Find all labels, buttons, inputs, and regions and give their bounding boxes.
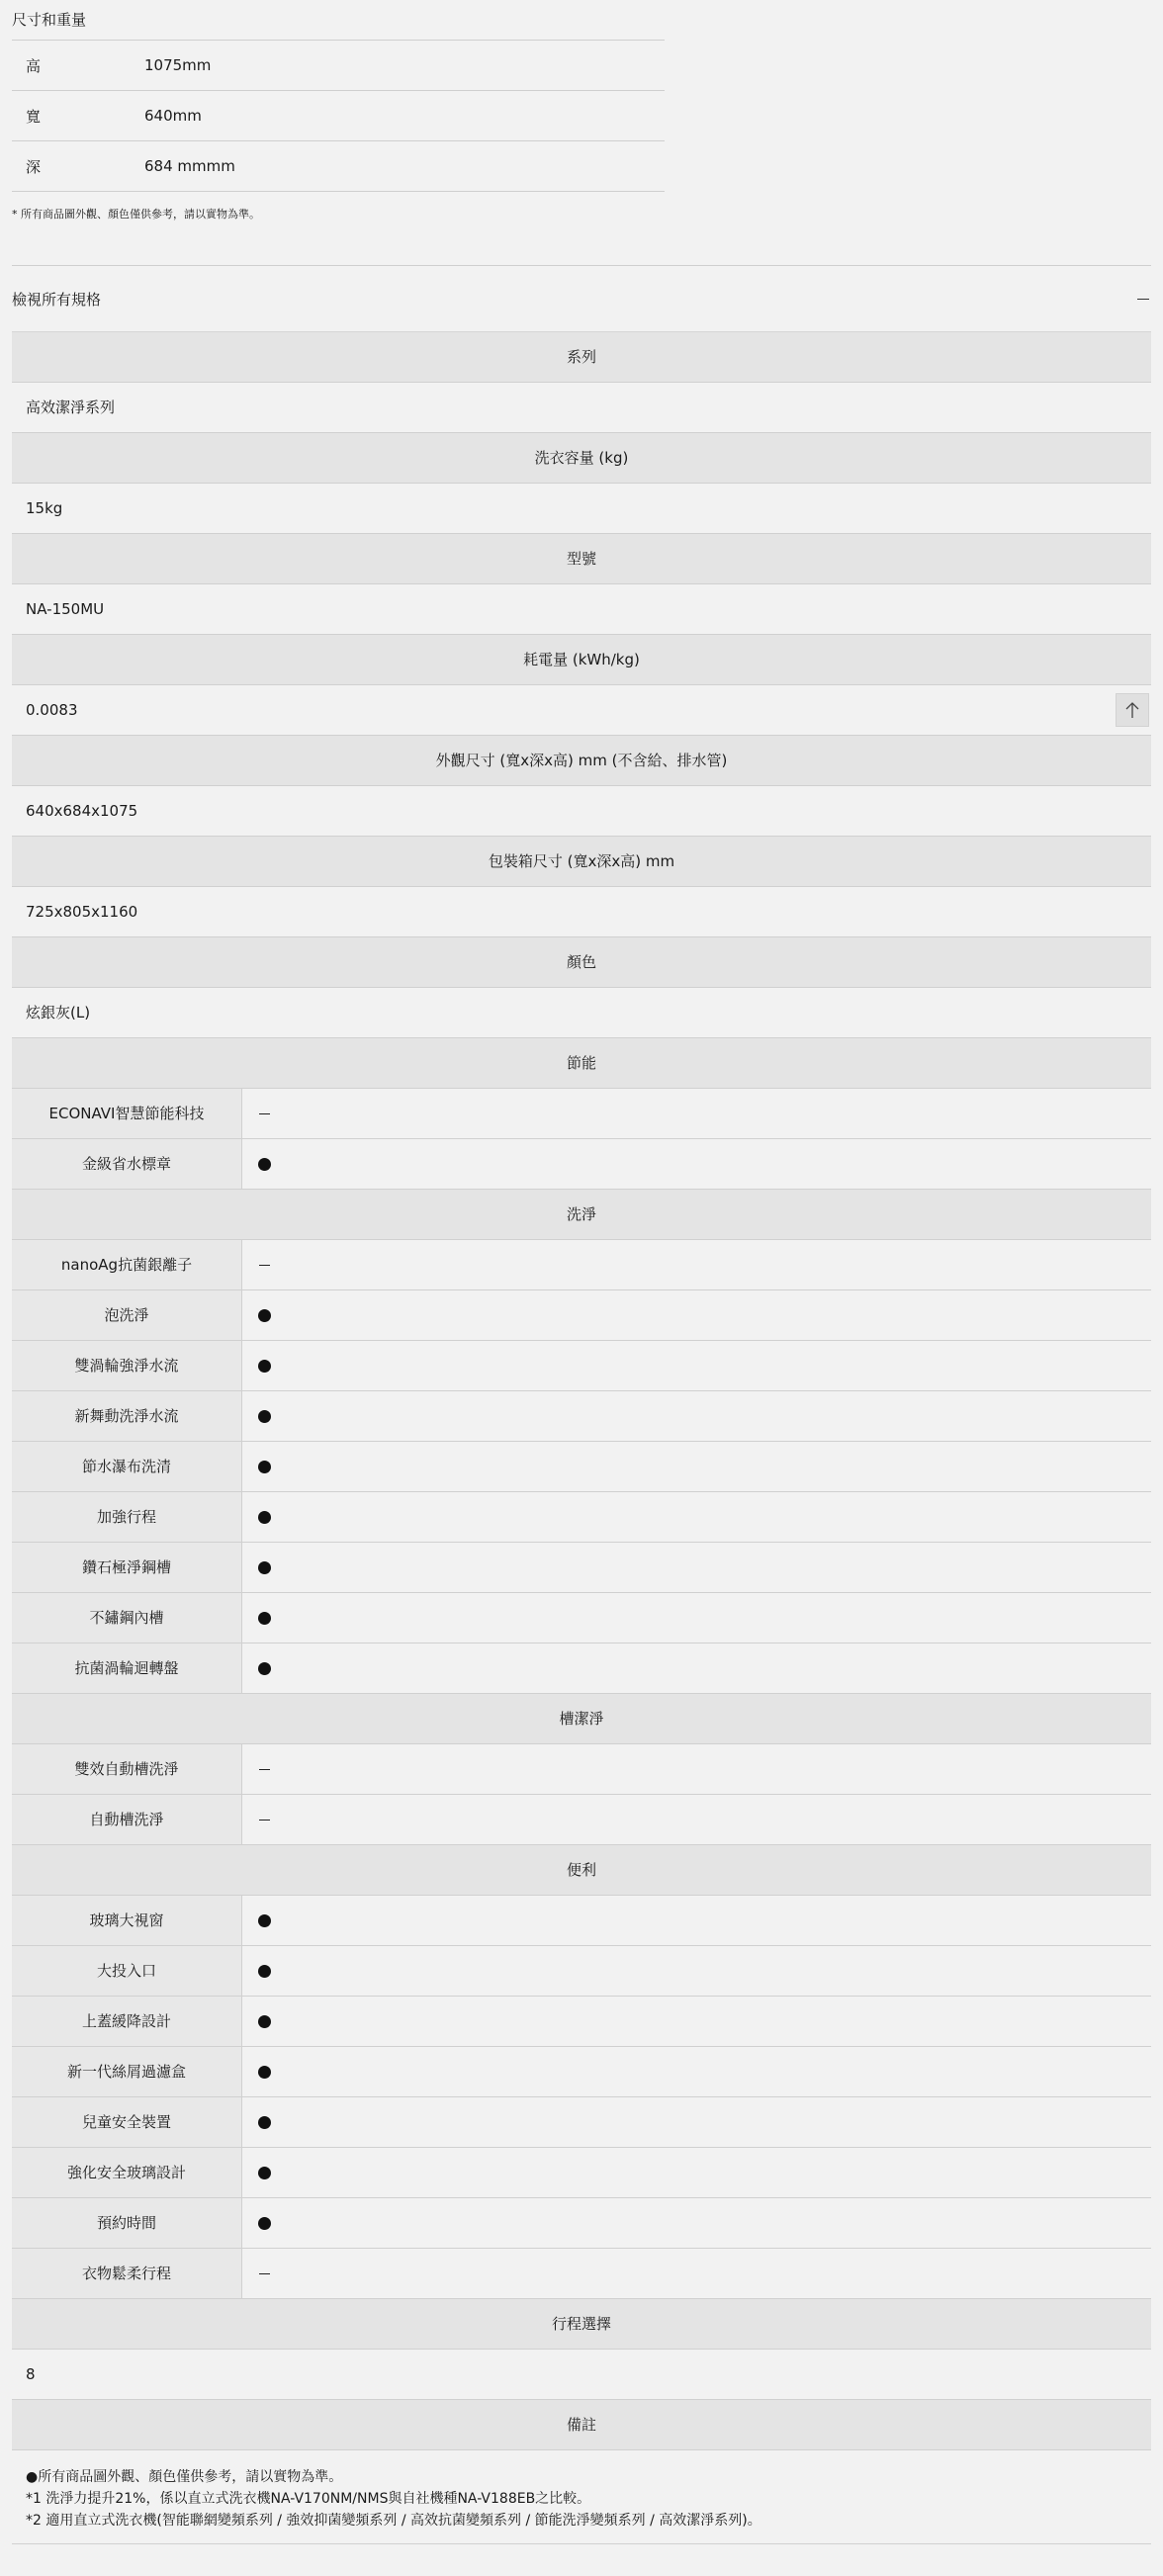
feature-row bbox=[12, 1492, 1151, 1543]
dimension-value: 684 mmmm bbox=[144, 157, 235, 175]
feature-label: 新一代絲屑過濾盒 bbox=[12, 2047, 242, 2096]
feature-label: 預約時間 bbox=[12, 2198, 242, 2248]
dimensions-note: * 所有商品圖外觀、顏色僅供參考，請以實物為準。 bbox=[12, 208, 260, 221]
feature-row bbox=[12, 2097, 1151, 2148]
filled-dot-icon bbox=[258, 2116, 271, 2129]
arrow-up-icon bbox=[1123, 701, 1141, 719]
dimension-label: 深 bbox=[26, 157, 42, 176]
feature-row bbox=[12, 2198, 1151, 2249]
feature-value bbox=[242, 2047, 1151, 2096]
feature-group-tub-clean bbox=[12, 1744, 1151, 1845]
spec-head-power: 耗電量 (kWh/kg) bbox=[12, 635, 1151, 685]
remarks-block bbox=[12, 2450, 1151, 2544]
feature-row bbox=[12, 1744, 1151, 1795]
spec-value-series: 高效潔淨系列 bbox=[12, 383, 1151, 433]
feature-group-energy bbox=[12, 1089, 1151, 1190]
feature-label: 大投入口 bbox=[12, 1946, 242, 1996]
feature-label: 雙效自動槽洗淨 bbox=[12, 1744, 242, 1794]
spec-head-energy: 節能 bbox=[12, 1038, 1151, 1089]
view-all-specs-label: 檢視所有規格 bbox=[12, 290, 102, 309]
feature-row bbox=[12, 1593, 1151, 1643]
feature-row bbox=[12, 1997, 1151, 2047]
feature-label: 新舞動洗淨水流 bbox=[12, 1391, 242, 1441]
spec-head-convenience: 便利 bbox=[12, 1845, 1151, 1896]
feature-label: 金級省水標章 bbox=[12, 1139, 242, 1189]
minus-icon[interactable] bbox=[1137, 299, 1149, 300]
feature-group-wash bbox=[12, 1240, 1151, 1694]
filled-dot-icon bbox=[258, 2217, 271, 2230]
dimension-value: 640mm bbox=[144, 107, 202, 125]
feature-value bbox=[242, 2198, 1151, 2248]
feature-row bbox=[12, 1946, 1151, 1997]
feature-value bbox=[242, 1997, 1151, 2046]
feature-label: 不鏽鋼內槽 bbox=[12, 1593, 242, 1643]
feature-value bbox=[242, 1290, 1151, 1340]
feature-value bbox=[242, 2148, 1151, 2197]
dimensions-row-width bbox=[12, 91, 665, 141]
dash-icon bbox=[259, 1820, 270, 1821]
feature-row bbox=[12, 1643, 1151, 1694]
dimension-label: 寬 bbox=[26, 107, 42, 126]
feature-value bbox=[242, 2097, 1151, 2147]
feature-label: 抗菌渦輪迴轉盤 bbox=[12, 1643, 242, 1693]
spec-head-color: 顏色 bbox=[12, 937, 1151, 988]
back-to-top-button[interactable] bbox=[1116, 693, 1149, 727]
dimension-value: 1075mm bbox=[144, 56, 212, 74]
spec-value-box-size: 725x805x1160 bbox=[12, 887, 1151, 937]
feature-value bbox=[242, 1341, 1151, 1390]
spec-value-power: 0.0083 bbox=[26, 701, 78, 719]
dash-icon bbox=[259, 2273, 270, 2274]
feature-value bbox=[242, 1391, 1151, 1441]
feature-row bbox=[12, 1795, 1151, 1845]
spec-head-programs: 行程選擇 bbox=[12, 2299, 1151, 2350]
dash-icon bbox=[259, 1769, 270, 1770]
feature-value bbox=[242, 1492, 1151, 1542]
feature-value bbox=[242, 1946, 1151, 1996]
feature-label: 節水瀑布洗清 bbox=[12, 1442, 242, 1491]
feature-value bbox=[242, 1543, 1151, 1592]
feature-row bbox=[12, 1089, 1151, 1139]
filled-dot-icon bbox=[258, 1965, 271, 1978]
feature-value bbox=[242, 1795, 1151, 1844]
feature-label: 兒童安全裝置 bbox=[12, 2097, 242, 2147]
dimensions-table bbox=[12, 40, 665, 192]
feature-value bbox=[242, 1593, 1151, 1643]
spec-value-power-row bbox=[12, 685, 1151, 736]
feature-value bbox=[242, 1139, 1151, 1189]
feature-row bbox=[12, 1391, 1151, 1442]
feature-value bbox=[242, 1089, 1151, 1138]
remark-line: *2 適用直立式洗衣機(智能聯網變頻系列 / 強效抑菌變頻系列 / 高效抗菌變頻系列 / 節能洗淨變頻系列 / 高效潔淨系列)。 bbox=[26, 2513, 761, 2529]
dimensions-title: 尺寸和重量 bbox=[12, 11, 87, 29]
feature-row bbox=[12, 1341, 1151, 1391]
feature-row bbox=[12, 2148, 1151, 2198]
filled-dot-icon bbox=[258, 2167, 271, 2179]
feature-value bbox=[242, 1442, 1151, 1491]
feature-label: 鑽石極淨鋼槽 bbox=[12, 1543, 242, 1592]
spec-value-outer-size: 640x684x1075 bbox=[12, 786, 1151, 837]
spec-head-wash: 洗淨 bbox=[12, 1190, 1151, 1240]
feature-row bbox=[12, 1139, 1151, 1190]
filled-dot-icon bbox=[258, 1158, 271, 1171]
filled-dot-icon bbox=[258, 1612, 271, 1625]
filled-dot-icon bbox=[258, 1360, 271, 1373]
view-all-specs-toggle[interactable] bbox=[12, 265, 1151, 331]
spec-value-model: NA-150MU bbox=[12, 584, 1151, 635]
feature-label: ECONAVI智慧節能科技 bbox=[12, 1089, 242, 1138]
dash-icon bbox=[259, 1265, 270, 1266]
spec-value-color: 炫銀灰(L) bbox=[12, 988, 1151, 1038]
filled-dot-icon bbox=[258, 1914, 271, 1927]
spec-head-outer-size: 外觀尺寸 (寬x深x高) mm (不含給、排水管) bbox=[12, 736, 1151, 786]
feature-label: nanoAg抗菌銀離子 bbox=[12, 1240, 242, 1289]
feature-label: 泡洗淨 bbox=[12, 1290, 242, 1340]
spec-head-series: 系列 bbox=[12, 332, 1151, 383]
remark-line: *1 洗淨力提升21%，係以直立式洗衣機NA-V170NM/NMS與自社機種NA-V188EB之比較。 bbox=[26, 2491, 591, 2507]
feature-value bbox=[242, 2249, 1151, 2298]
feature-row bbox=[12, 1240, 1151, 1290]
feature-row bbox=[12, 2047, 1151, 2097]
filled-dot-icon bbox=[258, 1662, 271, 1675]
feature-row bbox=[12, 2249, 1151, 2299]
feature-label: 衣物鬆柔行程 bbox=[12, 2249, 242, 2298]
filled-dot-icon bbox=[258, 2066, 271, 2079]
feature-label: 加強行程 bbox=[12, 1492, 242, 1542]
feature-label: 上蓋緩降設計 bbox=[12, 1997, 242, 2046]
dimensions-row-depth bbox=[12, 141, 665, 192]
spec-value-capacity: 15kg bbox=[12, 484, 1151, 534]
dimension-label: 高 bbox=[26, 56, 42, 75]
page-content bbox=[12, 0, 1151, 2544]
feature-value bbox=[242, 1240, 1151, 1289]
spec-table bbox=[12, 331, 1151, 2544]
feature-label: 玻璃大視窗 bbox=[12, 1896, 242, 1945]
feature-label: 強化安全玻璃設計 bbox=[12, 2148, 242, 2197]
feature-group-convenience bbox=[12, 1896, 1151, 2299]
feature-row bbox=[12, 1896, 1151, 1946]
filled-dot-icon bbox=[258, 2015, 271, 2028]
feature-value bbox=[242, 1896, 1151, 1945]
dimensions-row-height bbox=[12, 41, 665, 91]
filled-dot-icon bbox=[258, 1461, 271, 1473]
feature-value bbox=[242, 1744, 1151, 1794]
spec-head-tub-clean: 槽潔淨 bbox=[12, 1694, 1151, 1744]
spec-head-model: 型號 bbox=[12, 534, 1151, 584]
feature-row bbox=[12, 1290, 1151, 1341]
spec-value-programs: 8 bbox=[12, 2350, 1151, 2400]
feature-row bbox=[12, 1543, 1151, 1593]
feature-label: 雙渦輪強淨水流 bbox=[12, 1341, 242, 1390]
feature-row bbox=[12, 1442, 1151, 1492]
dash-icon bbox=[259, 1113, 270, 1114]
remark-line: ●所有商品圖外觀、顏色僅供參考，請以實物為準。 bbox=[26, 2469, 343, 2485]
filled-dot-icon bbox=[258, 1309, 271, 1322]
spec-head-remarks: 備註 bbox=[12, 2400, 1151, 2450]
filled-dot-icon bbox=[258, 1511, 271, 1524]
spec-head-box-size: 包裝箱尺寸 (寬x深x高) mm bbox=[12, 837, 1151, 887]
spec-head-capacity: 洗衣容量 (kg) bbox=[12, 433, 1151, 484]
feature-label: 自動槽洗淨 bbox=[12, 1795, 242, 1844]
filled-dot-icon bbox=[258, 1410, 271, 1423]
filled-dot-icon bbox=[258, 1561, 271, 1574]
feature-value bbox=[242, 1643, 1151, 1693]
